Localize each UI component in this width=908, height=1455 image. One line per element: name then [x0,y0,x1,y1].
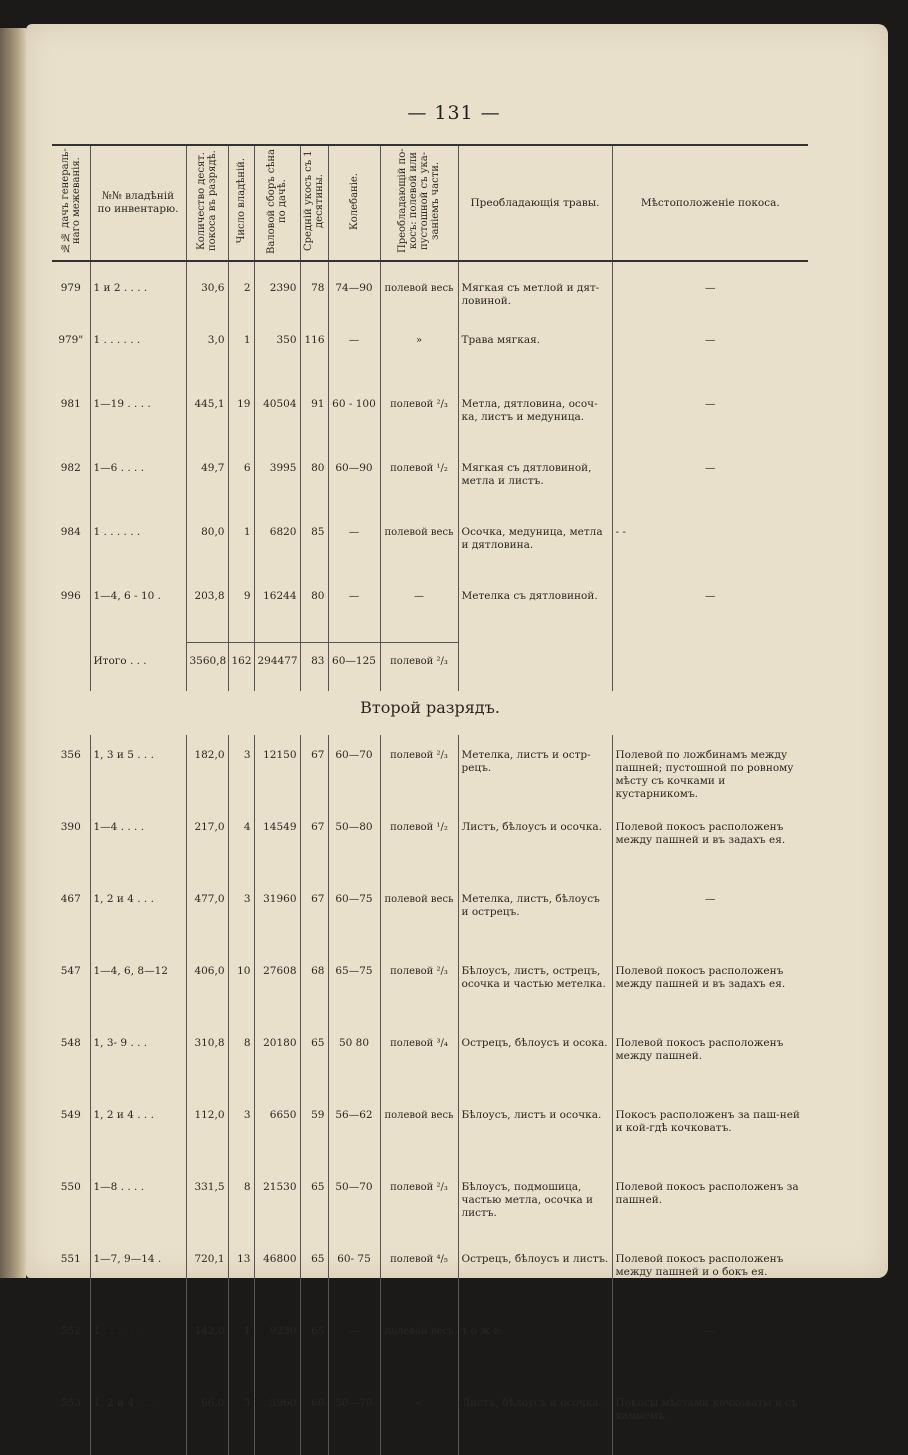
cell-avg: 60 [300,1383,328,1455]
cell-avg: 67 [300,879,328,951]
cell-grasses: Листъ, бѣлоусъ и осочка. [458,807,612,879]
cell-grasses: Мягкая съ метлой и дят-ловиной. [458,261,612,322]
cell-gross: 9230 [254,1311,300,1383]
cell-owners: 1—7, 9—14 . [90,1239,186,1311]
cell-location: Полевой покосъ расположенъ между пашней и о бокъ ея. [612,1239,808,1311]
cell-count: 4 [228,807,254,879]
cell-type: полевой ²/₃ [380,1167,458,1239]
cell-range: 50—70 [328,1167,380,1239]
table-row [52,1023,808,1095]
cell-type: полевой весь [380,514,458,578]
total-empty-cell [612,643,808,692]
cell-dacha: 979" [58,334,84,346]
cell-location: — [612,386,808,450]
total-empty-cell [458,643,612,692]
section-title: Второй разрядъ. [360,698,500,717]
total-type: полевой ²/₃ [380,643,458,692]
cell-type: » [380,322,458,386]
cell-type: полевой ²/₃ [380,386,458,450]
header-type: Преобладающій по-косъ: полевой или пустошной съ ука-заніемъ части. [380,145,458,261]
cell-grasses: Мягкая съ дятловиной, метла и листъ. [458,450,612,514]
cell-gross: 12150 [254,735,300,807]
cell-dacha: 982 [60,462,81,474]
cell-owners: 1, 3 и 5 . . . [90,735,186,807]
cell-dacha: 550 [60,1181,81,1193]
cell-dacha: 552 [60,1325,81,1337]
cell-location: — [612,450,808,514]
cell-grasses: Трава мягкая. [458,322,612,386]
cell-area: 310,8 [186,1023,228,1095]
cell-location: — [612,1311,808,1383]
cell-area: 477,0 [186,879,228,951]
cell-range: 50 80 [328,1023,380,1095]
cell-range: 60—70 [328,735,380,807]
cell-type: полевой ³/₄ [380,1023,458,1095]
cell-location: Полевой по ложбинамъ между пашней; пустошной по ровному мѣсту съ кочками и кустарникомъ. [612,735,808,807]
cell-dacha: 996 [60,590,81,602]
total-label: Итого . . . [90,643,186,692]
cell-type: полевой ¹/₂ [380,450,458,514]
table-row [52,735,808,807]
table-row [52,386,808,450]
cell-avg: 67 [300,735,328,807]
total-count: 162 [228,643,254,692]
book-spine [0,28,26,1278]
table-row [52,1311,808,1383]
table-row [52,1095,808,1167]
cell-location: Полевой покосъ расположенъ между пашней и въ задахъ ея. [612,951,808,1023]
cell-area: 445,1 [186,386,228,450]
header-location: Мѣстоположеніе покоса. [612,145,808,261]
total-row [52,643,808,692]
cell-dacha: 981 [60,398,81,410]
cell-dacha: 548 [60,1037,81,1049]
cell-gross: 21530 [254,1167,300,1239]
cell-range: 60—75 [328,879,380,951]
cell-location: — [612,261,808,322]
cell-grasses: Метелка съ дятловиной. [458,578,612,643]
cell-avg: 78 [300,261,328,322]
cell-range: — [328,1311,380,1383]
cell-avg: 91 [300,386,328,450]
cell-type: полевой ²/₃ [380,951,458,1023]
cell-type: полевой весь [380,261,458,322]
table-row [52,450,808,514]
cell-owners: 1, 2 и 4 . . . [90,879,186,951]
cell-location: - - [612,514,808,578]
cell-count: 9 [228,578,254,643]
table-row [52,1239,808,1311]
cell-gross: 350 [254,322,300,386]
cell-type: « [380,1383,458,1455]
cell-grasses: Метелка, листъ и остр-рецъ. [458,735,612,807]
cell-gross: 3995 [254,450,300,514]
cell-avg: 65 [300,1311,328,1383]
cell-owners: 1—4, 6 - 10 . [90,578,186,643]
cell-grasses: Осочка, медуница, метла и дятловина. [458,514,612,578]
cell-location: Покосы мѣстами кочковаты и съ камнемъ. [612,1383,808,1455]
table-row [52,322,808,386]
cell-avg: 65 [300,1239,328,1311]
cell-location: Покосъ расположенъ за паш-ней и кой-гдѣ кочковатъ. [612,1095,808,1167]
cell-area: 331,5 [186,1167,228,1239]
cell-avg: 116 [300,322,328,386]
cell-owners: 1—4, 6, 8—12 [90,951,186,1023]
cell-gross: 20180 [254,1023,300,1095]
cell-avg: 68 [300,951,328,1023]
total-area: 3560,8 [186,643,228,692]
section-row [52,691,808,735]
cell-dacha: 984 [60,526,81,538]
cell-range: 65—75 [328,951,380,1023]
table-row [52,261,808,322]
cell-grasses: Бѣлоусъ, листъ и осочка. [458,1095,612,1167]
cell-range: 56—62 [328,1095,380,1167]
cell-count: 3 [228,1095,254,1167]
cell-gross: 31960 [254,879,300,951]
cell-dacha: 467 [60,893,81,905]
cell-type: полевой ¹/₂ [380,807,458,879]
cell-owners: 1, 2 и 4 . . . [90,1095,186,1167]
cell-owners: 1 . . . . . . [90,1311,186,1383]
cell-dacha: 979 [60,282,81,294]
cell-type: — [380,578,458,643]
cell-area: 30,6 [186,261,228,322]
cell-gross: 16244 [254,578,300,643]
cell-range: 60- 75 [328,1239,380,1311]
cell-range: — [328,578,380,643]
header-avg: Средній укосъ съ 1 десятины. [300,145,328,261]
cell-location: Полевой покосъ расположенъ за пашней. [612,1167,808,1239]
total-range: 60—125 [328,643,380,692]
cell-location: Полевой покосъ расположенъ между пашней. [612,1023,808,1095]
header-range: Колебаніе. [328,145,380,261]
cell-area: 142,0 [186,1311,228,1383]
cell-range: 60 - 100 [328,386,380,450]
cell-area: 49,7 [186,450,228,514]
cell-gross: 6820 [254,514,300,578]
cell-owners: 1, 2 и 4 . . . [90,1383,186,1455]
table-row [52,1167,808,1239]
header-area: Количество десят. покоса въ разрядѣ. [186,145,228,261]
cell-area: 217,0 [186,807,228,879]
cell-count: 6 [228,450,254,514]
cell-gross: 2390 [254,261,300,322]
cell-area: 406,0 [186,951,228,1023]
cell-grasses: Метла, дятловина, осоч-ка, листъ и медуница. [458,386,612,450]
cell-area: 3,0 [186,322,228,386]
header-gross: Валовой сборъ сѣна по дачѣ. [254,145,300,261]
cell-type: полевой весь [380,879,458,951]
cell-gross: 3960 [254,1383,300,1455]
table-row [52,951,808,1023]
cell-dacha: 553 [60,1397,81,1409]
cell-location: — [612,322,808,386]
cell-owners: 1 . . . . . . [90,322,186,386]
total-empty-cell [52,643,90,692]
cell-avg: 80 [300,450,328,514]
cell-gross: 46800 [254,1239,300,1311]
cell-gross: 14549 [254,807,300,879]
cell-avg: 65 [300,1167,328,1239]
cell-count: 8 [228,1023,254,1095]
cell-count: 8 [228,1167,254,1239]
cell-type: полевой ⁴/₅ [380,1239,458,1311]
cell-owners: 1, 3- 9 . . . [90,1023,186,1095]
cell-count: 3 [228,1383,254,1455]
table-row [52,807,808,879]
cell-grasses: Острецъ, бѣлоусъ и осока. [458,1023,612,1095]
cell-location: — [612,879,808,951]
cell-type: полевой весь [380,1095,458,1167]
cell-dacha: 356 [60,749,81,761]
table-row [52,514,808,578]
cell-avg: 80 [300,578,328,643]
cell-area: 203,8 [186,578,228,643]
cell-count: 19 [228,386,254,450]
table-row [52,1383,808,1455]
table-header-row [52,145,808,261]
header-count: Число владѣній. [228,145,254,261]
cell-avg: 65 [300,1023,328,1095]
cell-count: 3 [228,879,254,951]
total-avg: 83 [300,643,328,692]
page-number: — 131 — [407,102,501,124]
cell-range: — [328,322,380,386]
cell-location: Полевой покосъ расположенъ между пашней и въ задахъ ея. [612,807,808,879]
cell-dacha: 390 [60,821,81,833]
cell-avg: 59 [300,1095,328,1167]
cell-owners: 1 . . . . . . [90,514,186,578]
cell-range: 60—90 [328,450,380,514]
cell-grasses: Острецъ, бѣлоусъ и листъ. [458,1239,612,1311]
cell-grasses: Листъ, бѣлоусъ и осочка. [458,1383,612,1455]
cell-avg: 85 [300,514,328,578]
total-gross: 294477 [254,643,300,692]
cell-owners: 1 и 2 . . . . [90,261,186,322]
cell-type: полевой весь [380,1311,458,1383]
cell-owners: 1—4 . . . . [90,807,186,879]
cell-grasses: Бѣлоусъ, листъ, острецъ, осочка и частью метелка. [458,951,612,1023]
cell-range: — [328,514,380,578]
cell-dacha: 549 [60,1109,81,1121]
table-row [52,578,808,643]
cell-count: 1 [228,1311,254,1383]
cell-dacha: 547 [60,965,81,977]
cell-owners: 1—19 . . . . [90,386,186,450]
header-dacha: №№ дачъ генераль-наго межеванія. [52,145,90,261]
cell-area: 182,0 [186,735,228,807]
table-row [52,879,808,951]
cell-count: 1 [228,514,254,578]
cell-count: 13 [228,1239,254,1311]
cell-count: 3 [228,735,254,807]
cell-gross: 27608 [254,951,300,1023]
cell-type: полевой ²/₃ [380,735,458,807]
cell-avg: 67 [300,807,328,879]
cell-grasses: Бѣлоусъ, подмошица, частью метла, осочка и листъ. [458,1167,612,1239]
header-grasses: Преобладающія травы. [458,145,612,261]
hay-yield-table [52,144,808,1455]
cell-range: 50—70 [328,1383,380,1455]
cell-area: 80,0 [186,514,228,578]
cell-grasses: Метелка, листъ, бѣлоусъ и острецъ. [458,879,612,951]
cell-owners: 1—6 . . . . [90,450,186,514]
cell-dacha: 551 [60,1253,81,1265]
cell-area: 112,0 [186,1095,228,1167]
cell-count: 2 [228,261,254,322]
cell-grasses: т о ж е. [458,1311,612,1383]
cell-count: 10 [228,951,254,1023]
cell-gross: 6650 [254,1095,300,1167]
header-owners: №№ владѣній по инвентарю. [90,145,186,261]
cell-area: 720,1 [186,1239,228,1311]
cell-gross: 40504 [254,386,300,450]
cell-location: — [612,578,808,643]
cell-count: 1 [228,322,254,386]
cell-range: 74—90 [328,261,380,322]
cell-range: 50—80 [328,807,380,879]
cell-area: 66,0 [186,1383,228,1455]
cell-owners: 1—8 . . . . [90,1167,186,1239]
